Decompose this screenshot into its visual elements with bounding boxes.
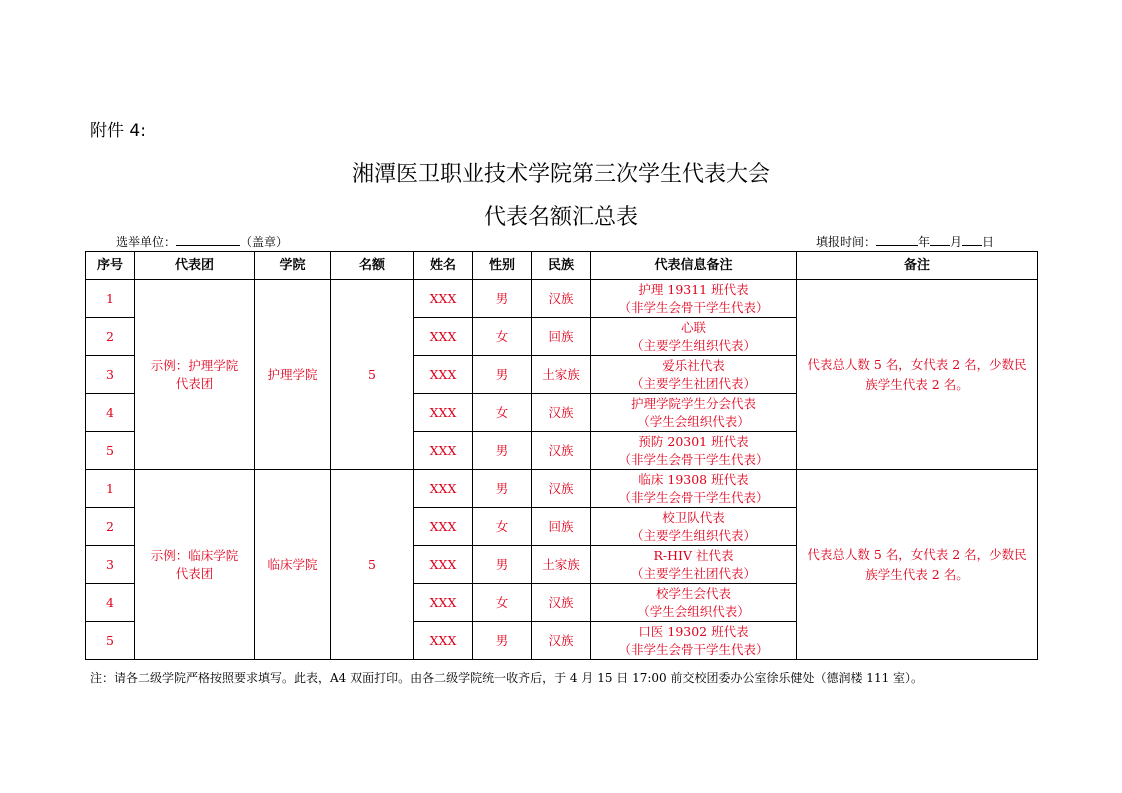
gender-cell: 男 xyxy=(473,622,532,660)
rep-info-line1: 护理学院学生分会代表 xyxy=(630,395,756,411)
rep-info-line1: 心联 xyxy=(680,319,706,335)
row-number: 3 xyxy=(86,546,135,584)
footnote: 注：请各二级学院严格按照要求填写。此表，A4 双面打印。由各二级学院统一收齐后，于 4 月 15 日 17:00 前交校团委办公室徐乐健处（德润楼 111 室）。 xyxy=(90,671,924,685)
header-cell: 名额 xyxy=(331,252,414,280)
rep-info-line2: （学生会组织代表） xyxy=(637,603,750,619)
name-cell: XXX xyxy=(414,584,473,622)
header-cell: 代表团 xyxy=(135,252,255,280)
rep-info-cell xyxy=(591,508,797,546)
day-blank xyxy=(962,233,982,246)
rep-info-line1: R-HIV 社代表 xyxy=(653,547,734,563)
fill-time-label: 填报时间： xyxy=(816,235,877,249)
name-cell: XXX xyxy=(414,356,473,394)
rep-info-line1: 预防 20301 班代表 xyxy=(638,433,749,449)
ethnicity-cell: 土家族 xyxy=(532,546,591,584)
gender-cell: 女 xyxy=(473,318,532,356)
row-number: 5 xyxy=(86,622,135,660)
rep-info-line1: 临床 19308 班代表 xyxy=(638,471,749,487)
row-number: 1 xyxy=(86,470,135,508)
name-cell: XXX xyxy=(414,318,473,356)
rep-info-cell xyxy=(591,432,797,470)
gender-cell: 男 xyxy=(473,280,532,318)
ethnicity-cell: 汉族 xyxy=(532,584,591,622)
year-blank xyxy=(876,233,918,246)
rep-info-line2: （主要学生组织代表） xyxy=(630,527,756,543)
name-cell: XXX xyxy=(414,432,473,470)
college-cell: 护理学院 xyxy=(255,280,331,470)
name-cell: XXX xyxy=(414,394,473,432)
gender-cell: 男 xyxy=(473,546,532,584)
gender-cell: 男 xyxy=(473,356,532,394)
rep-info-line2: （学生会组织代表） xyxy=(637,413,750,429)
ethnicity-cell: 汉族 xyxy=(532,394,591,432)
header-cell: 代表信息备注 xyxy=(591,252,797,280)
page-title: 湘潭医卫职业技术学院第三次学生代表大会 xyxy=(351,162,770,187)
delegation-cell: 示例：临床学院代表团 xyxy=(135,470,255,660)
rep-info-line2: （非学生会骨干学生代表） xyxy=(618,299,769,315)
month-blank xyxy=(930,233,950,246)
rep-info-cell xyxy=(591,318,797,356)
rep-info-line2: （主要学生组织代表） xyxy=(630,337,756,353)
delegation-cell: 示例：护理学院代表团 xyxy=(135,280,255,470)
election-unit-blank xyxy=(176,233,240,246)
ethnicity-cell: 汉族 xyxy=(532,280,591,318)
header-row xyxy=(86,252,1038,280)
rep-info-line1: 校卫队代表 xyxy=(662,509,725,525)
ethnicity-cell: 回族 xyxy=(532,508,591,546)
rep-info-line2: （主要学生社团代表） xyxy=(630,375,756,391)
rep-info-cell xyxy=(591,584,797,622)
header-cell: 备注 xyxy=(797,252,1038,280)
rep-info-cell xyxy=(591,470,797,508)
ethnicity-cell: 汉族 xyxy=(532,470,591,508)
remark-cell: 代表总人数 5 名，女代表 2 名，少数民族学生代表 2 名。 xyxy=(797,470,1038,660)
name-cell: XXX xyxy=(414,470,473,508)
rep-info-line2: （主要学生社团代表） xyxy=(630,565,756,581)
table-row xyxy=(86,470,1038,508)
attachment-label: 附件 4: xyxy=(90,121,146,141)
quota-cell: 5 xyxy=(331,280,414,470)
rep-info-cell xyxy=(591,394,797,432)
header-cell: 姓名 xyxy=(414,252,473,280)
gender-cell: 男 xyxy=(473,432,532,470)
page-subtitle: 代表名额汇总表 xyxy=(483,205,638,230)
rep-info-line2: （非学生会骨干学生代表） xyxy=(618,641,769,657)
summary-table xyxy=(85,251,1038,660)
college-cell: 临床学院 xyxy=(255,470,331,660)
election-unit-label: 选举单位： xyxy=(116,235,177,249)
header-cell: 序号 xyxy=(86,252,135,280)
gender-cell: 男 xyxy=(473,470,532,508)
row-number: 2 xyxy=(86,318,135,356)
remark-cell: 代表总人数 5 名，女代表 2 名，少数民族学生代表 2 名。 xyxy=(797,280,1038,470)
rep-info-line2: （非学生会骨干学生代表） xyxy=(618,489,769,505)
gender-cell: 女 xyxy=(473,394,532,432)
rep-info-cell xyxy=(591,356,797,394)
row-number: 2 xyxy=(86,508,135,546)
month-label: 月 xyxy=(950,235,963,249)
name-cell: XXX xyxy=(414,508,473,546)
rep-info-line1: 护理 19311 班代表 xyxy=(638,281,749,297)
table-row xyxy=(86,280,1038,318)
row-number: 3 xyxy=(86,356,135,394)
rep-info-cell xyxy=(591,546,797,584)
ethnicity-cell: 土家族 xyxy=(532,356,591,394)
ethnicity-cell: 汉族 xyxy=(532,432,591,470)
year-label: 年 xyxy=(918,235,931,249)
row-number: 4 xyxy=(86,584,135,622)
rep-info-cell xyxy=(591,622,797,660)
header-cell: 学院 xyxy=(255,252,331,280)
row-number: 1 xyxy=(86,280,135,318)
rep-info-cell xyxy=(591,280,797,318)
ethnicity-cell: 回族 xyxy=(532,318,591,356)
quota-cell: 5 xyxy=(331,470,414,660)
gender-cell: 女 xyxy=(473,584,532,622)
ethnicity-cell: 汉族 xyxy=(532,622,591,660)
header-cell: 民族 xyxy=(532,252,591,280)
header-cell: 性别 xyxy=(473,252,532,280)
rep-info-line1: 爱乐社代表 xyxy=(662,357,725,373)
rep-info-line2: （非学生会骨干学生代表） xyxy=(618,451,769,467)
rep-info-line1: 校学生会代表 xyxy=(655,585,731,601)
name-cell: XXX xyxy=(414,280,473,318)
name-cell: XXX xyxy=(414,622,473,660)
name-cell: XXX xyxy=(414,546,473,584)
election-unit xyxy=(116,233,288,250)
row-number: 5 xyxy=(86,432,135,470)
fill-time xyxy=(816,233,994,250)
gender-cell: 女 xyxy=(473,508,532,546)
row-number: 4 xyxy=(86,394,135,432)
day-label: 日 xyxy=(982,235,995,249)
stamp-label: （盖章） xyxy=(240,235,289,249)
rep-info-line1: 口医 19302 班代表 xyxy=(638,623,749,639)
